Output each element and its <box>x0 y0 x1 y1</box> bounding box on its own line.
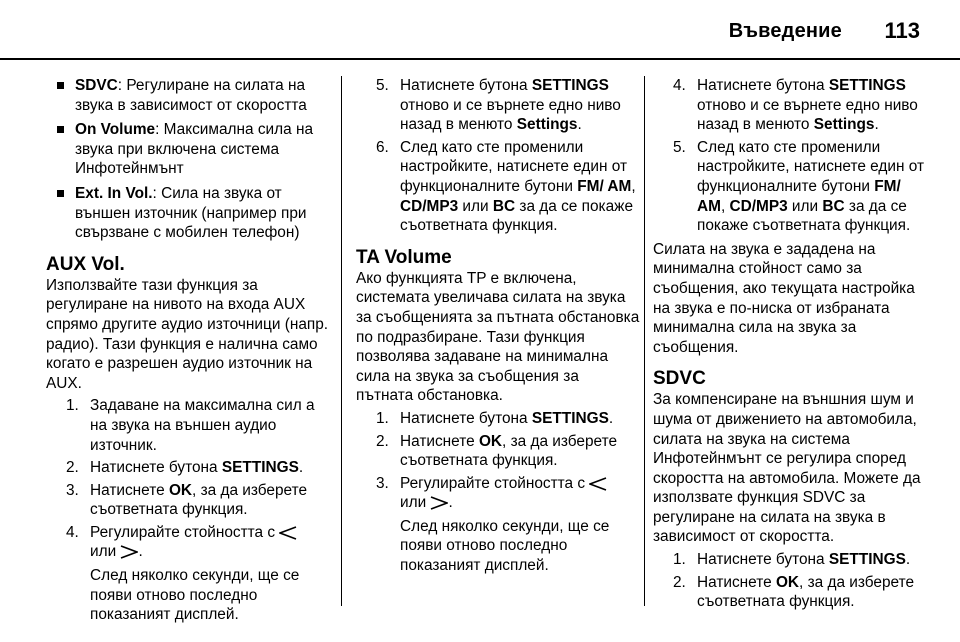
heading-sdvc: SDVC <box>653 368 706 390</box>
list-item: 6. След като сте променили настройките, натиснете един от функционалните бутони FM/ AM, CD/MP3 или BC за да се покаже съответната функция. <box>376 138 636 235</box>
column-1 <box>46 76 332 625</box>
list-item: 1. Натиснете бутона SETTINGS. <box>673 551 911 569</box>
triangle-right-icon <box>430 496 448 510</box>
list-item: 2. Натиснете OK, за да изберете съответната функция. <box>376 432 618 470</box>
triangle-left-icon <box>589 477 607 491</box>
header-rule <box>0 58 960 60</box>
square-bullet-icon <box>57 126 64 133</box>
section-title: Въведение <box>728 20 842 42</box>
list-item: 2. Натиснете OK, за да изберете съответната функция. <box>673 573 915 611</box>
page-header <box>0 0 960 58</box>
column-3 <box>653 76 926 612</box>
list-item: 1. Натиснете бутона SETTINGS. <box>376 409 614 427</box>
list-item: 4. Регулирайте стойността с или . <box>46 523 332 562</box>
heading-ta-volume: TA Volume <box>356 246 452 268</box>
bullet-item: On Volume: Максимална сила на звука при включена система Инфотейнмънт <box>46 120 332 179</box>
list-item: 5. Натиснете бутона SETTINGS отново и се върнете едно ниво назад в менюто Settings. <box>376 77 621 134</box>
list-item: 3. Натиснете OK, за да изберете съответната функция. <box>66 481 308 519</box>
list-item: 1. Задаване на максимална сил а на звука на външен аудио източник. <box>66 397 315 454</box>
triangle-right-icon <box>120 545 138 559</box>
heading-aux-vol: AUX Vol. <box>46 253 125 275</box>
paragraph: Ако функцията TP е включена, системата увеличава силата на звука за съобщенията за пътната обстановка по подразбиране. Тази функция позволява задаване на минимална сила на звука за съобщения за пътната обстановка. <box>356 269 640 405</box>
paragraph: След няколко секунди, ще се появи отново последно показаният дисплей. <box>90 567 300 624</box>
paragraph: За компенсиране на външния шум и шума от движението на автомобила, силата на звука на система Инфотейнмънт се регулира според скоростта на автомобила. Можете да използвате функция SDVC за регулиране на силата на звука в зависимост от скоростта. <box>653 391 921 546</box>
paragraph: След няколко секунди, ще се появи отново последно показаният дисплей. <box>400 517 610 575</box>
square-bullet-icon <box>57 190 64 197</box>
column-divider <box>644 76 645 606</box>
column-divider <box>341 76 342 606</box>
list-item: 5. След като сте променили настройките, натиснете един от функционалните бутони FM/ AM, CD/MP3 или BC за да се покаже съответната функция. <box>673 138 925 235</box>
list-item: 3. Регулирайте стойността с или . <box>356 474 640 513</box>
list-item: 2. Натиснете бутона SETTINGS. <box>66 459 304 477</box>
page-number: 113 <box>884 18 920 43</box>
triangle-left-icon <box>279 526 297 540</box>
bullet-item: Ext. In Vol.: Сила на звука от външен източник (например при свързване с мобилен телефон) <box>46 184 332 243</box>
paragraph: Използвайте тази функция за регулиране на нивото на входа AUX спрямо другите аудио източници (напр. радио). Тази функция е налична само когато е разрешен аудио източник на AUX. <box>46 276 329 392</box>
list-item: 4. Натиснете бутона SETTINGS отново и се върнете едно ниво назад в менюто Settings. <box>673 77 918 134</box>
column-2 <box>356 76 640 576</box>
square-bullet-icon <box>57 82 64 89</box>
paragraph: Силата на звука е зададена на минимална стойност само за съобщения, ако текущата настройка на звука е по-ниска от избраната минимална сила на звука за съобщения. <box>653 240 915 356</box>
bullet-item: SDVC: Регулиране на силата на звука в зависимост от скоростта <box>46 76 332 115</box>
